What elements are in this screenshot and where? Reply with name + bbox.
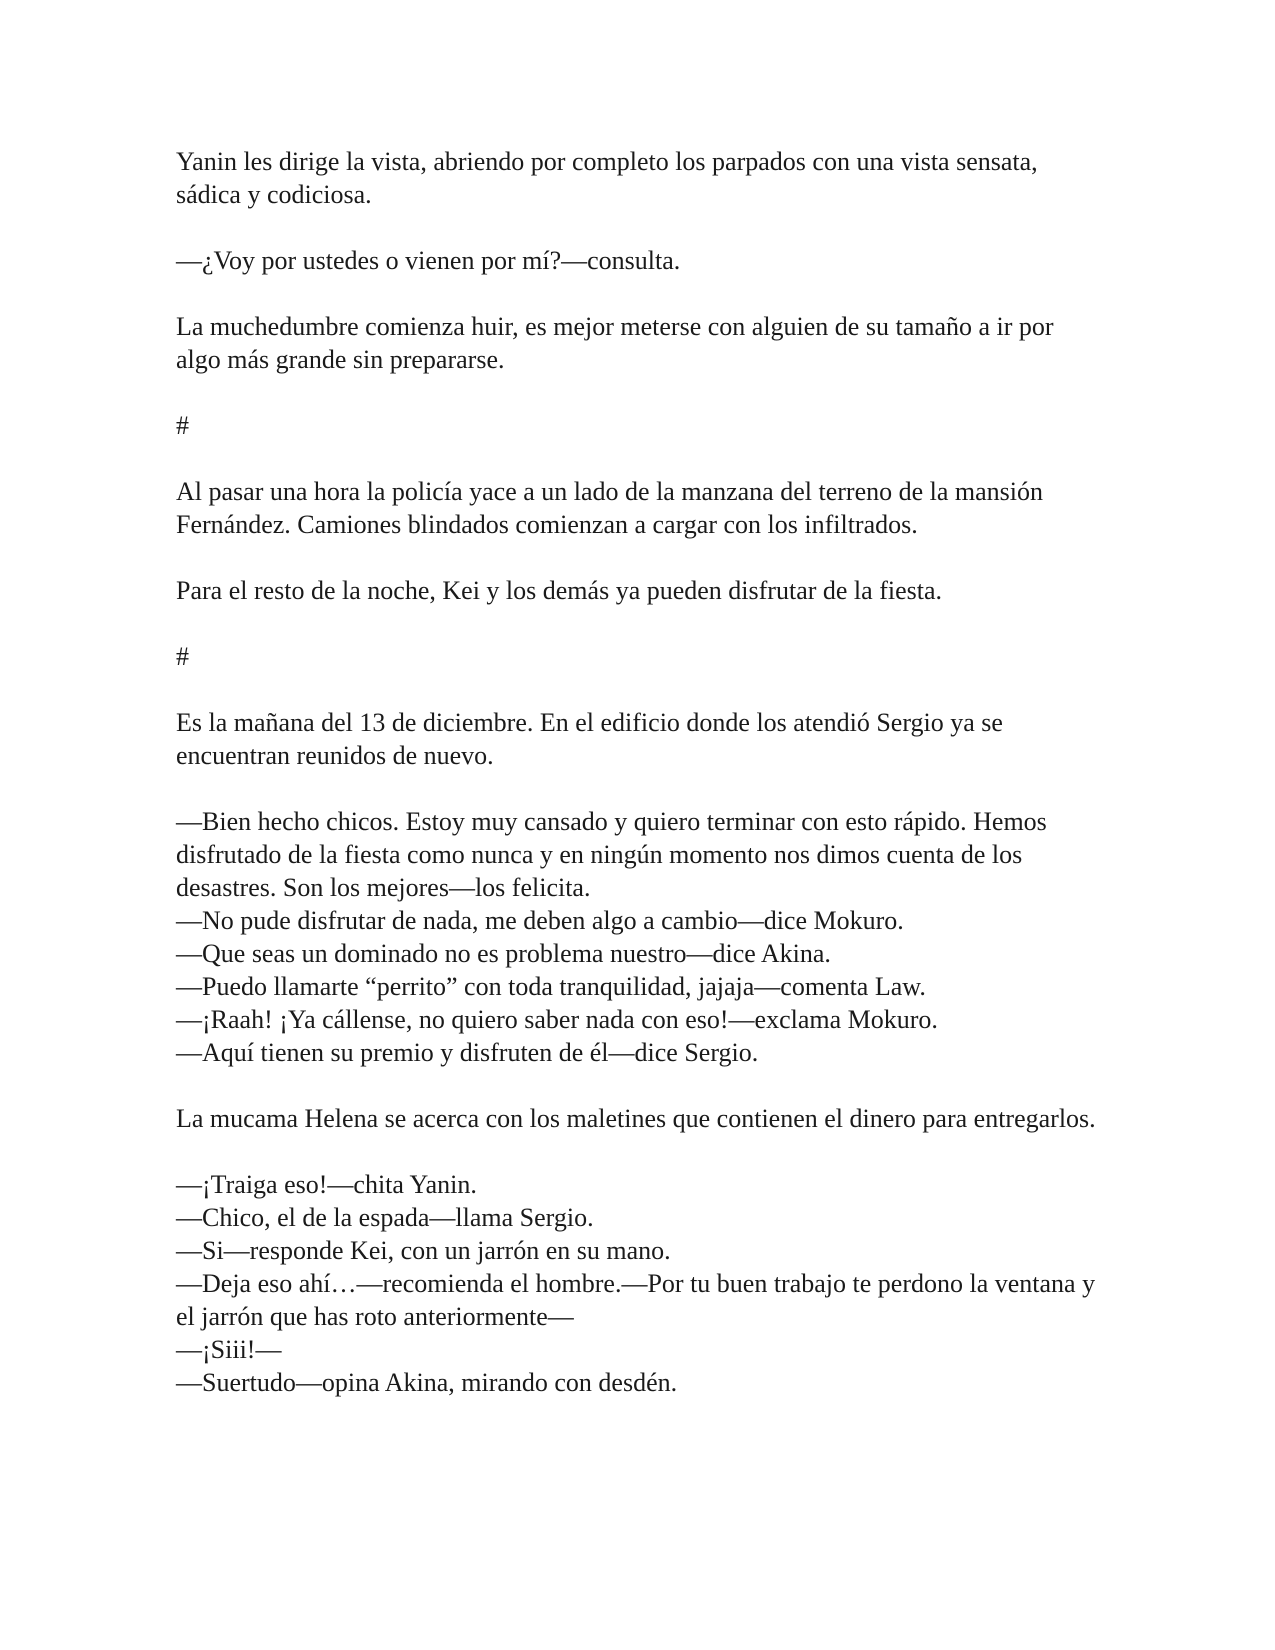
dialogue-line: —Aquí tienen su premio y disfruten de él—dice Sergio. [176,1038,759,1067]
dialogue-voy-por-ustedes: —¿Voy por ustedes o vienen por mí?—consulta. [176,246,681,275]
dialogue-line: —Deja eso ahí…—recomienda el hombre.—Por tu buen trabajo te perdono la ventana y el jarrón que has roto anteriormente— [176,1269,1096,1331]
dialogue-line: —Si—responde Kei, con un jarrón en su mano. [176,1236,671,1265]
paragraph-policia: Al pasar una hora la policía yace a un lado de la manzana del terreno de la mansión Fernández. Camiones blindados comienzan a cargar con los infiltrados. [176,477,1044,539]
dialogue-block-premio [176,1168,1096,1399]
dialogue-line: —¡Raah! ¡Ya cállense, no quiero saber nada con eso!—exclama Mokuro. [176,1005,938,1034]
paragraph-manana-13-diciembre: Es la mañana del 13 de diciembre. En el edificio donde los atendió Sergio ya se encuentran reunidos de nuevo. [176,708,1003,770]
page-body-text [176,145,1096,1432]
paragraph-muchedumbre: La muchedumbre comienza huir, es mejor meterse con alguien de su tamaño a ir por algo más grande sin prepararse. [176,312,1054,374]
paragraph-yanin-vista: Yanin les dirige la vista, abriendo por completo los parpados con una vista sensata, sádica y codiciosa. [176,147,1038,209]
dialogue-block-sergio [176,805,1096,1069]
dialogue-line: —Chico, el de la espada—llama Sergio. [176,1203,594,1232]
dialogue-line: —Que seas un dominado no es problema nuestro—dice Akina. [176,939,831,968]
dialogue-line: —¡Siii!— [176,1335,282,1364]
paragraph-mucama-helena: La mucama Helena se acerca con los maletines que contienen el dinero para entregarlos. [176,1104,1096,1133]
dialogue-line: —Bien hecho chicos. Estoy muy cansado y quiero terminar con esto rápido. Hemos disfrutado de la fiesta como nunca y en ningún momento nos dimos cuenta de los desastres. Son los mejores—los felicita. [176,807,1047,902]
scene-separator: # [176,411,189,440]
dialogue-line: —Puedo llamarte “perrito” con toda tranquilidad, jajaja—comenta Law. [176,972,926,1001]
paragraph-resto-noche: Para el resto de la noche, Kei y los demás ya pueden disfrutar de la fiesta. [176,576,942,605]
scene-separator: # [176,642,189,671]
dialogue-line: —¡Traiga eso!—chita Yanin. [176,1170,477,1199]
dialogue-line: —No pude disfrutar de nada, me deben algo a cambio—dice Mokuro. [176,906,904,935]
dialogue-line: —Suertudo—opina Akina, mirando con desdén. [176,1368,678,1397]
